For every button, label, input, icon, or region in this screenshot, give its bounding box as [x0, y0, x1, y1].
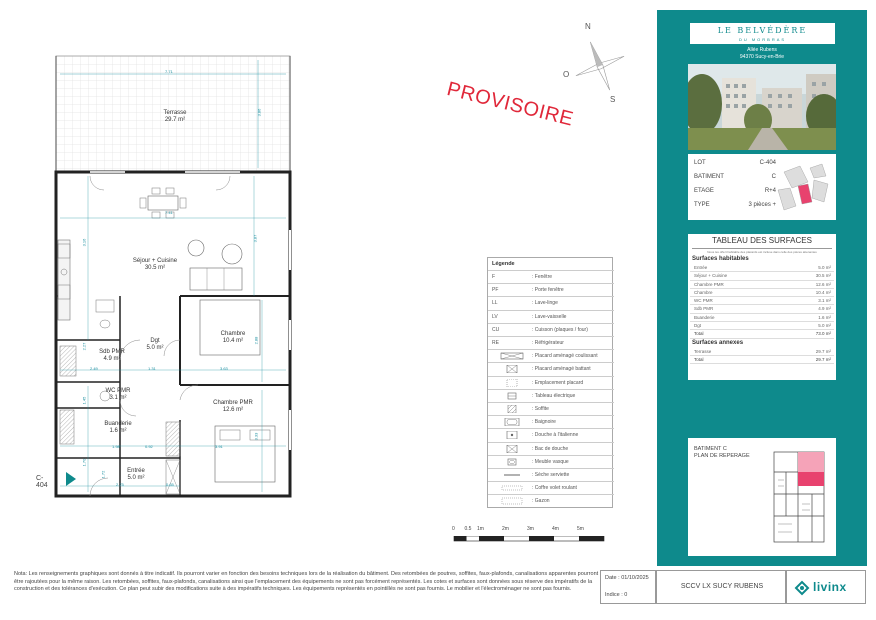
surface-value: 1.6 m² [818, 314, 831, 320]
lot-info-value: 3 pièces + [748, 202, 776, 208]
room-name: WC PMR [105, 388, 131, 394]
livinx-logo-icon [794, 580, 810, 596]
room-name: Chambre [220, 331, 246, 337]
legend-desc: : Porte fenêtre [532, 287, 564, 294]
legend-symbol-icon [500, 445, 524, 453]
room-area: 29.7 m² [164, 117, 186, 123]
legend-row [488, 336, 614, 348]
surface-value: 73.0 m² [815, 331, 831, 337]
building-locator-image [774, 162, 834, 216]
surface-name: Entrée [694, 265, 708, 270]
legend-desc: : Baignoire [532, 419, 556, 426]
surface-value: 5.0 m² [818, 323, 831, 329]
legend-desc: : Tableau électrique [532, 392, 576, 399]
legend-desc: : Réfrigérateur [532, 340, 564, 346]
footer-company-box [656, 570, 786, 604]
surface-row [690, 281, 834, 289]
legend-desc: : Lave-vaisselle [532, 313, 567, 320]
surface-row [690, 356, 834, 364]
room-area: 30.5 m² [144, 265, 166, 271]
legend-row [488, 310, 614, 322]
legend-desc: : Soffite [532, 406, 549, 412]
lot-info-label: ETAGE [694, 188, 714, 194]
surface-row [690, 314, 834, 322]
surface-row [690, 272, 834, 280]
room-area: 5.0 m² [127, 475, 145, 481]
dimension-label: 1.31 [148, 366, 156, 371]
surface-value: 29.7 m² [815, 356, 831, 362]
dimension-label: 3.16 [81, 238, 87, 247]
room-sejour [130, 258, 180, 272]
lot-info-value: C [771, 174, 776, 180]
brand-title: LE BELVÉDÈRE [717, 26, 808, 35]
room-chambre-pmr [206, 400, 260, 414]
dimension-label: 7.71 [165, 69, 173, 74]
room-area: 4.9 m² [103, 356, 121, 362]
surface-row [690, 289, 834, 297]
surface-row [690, 305, 834, 313]
surface-name: WC PMR [694, 298, 713, 304]
legend-row [488, 455, 614, 467]
lot-info-label: TYPE [694, 202, 710, 208]
surface-name: Chambre PMR [694, 281, 724, 287]
room-area: 10.4 m² [222, 338, 244, 344]
legend-desc: : Lave-linge [532, 300, 558, 307]
room-wc [94, 388, 142, 402]
scale-bar [452, 526, 610, 546]
scale-tick-label: 4m [552, 526, 559, 532]
legend-symbol-icon [500, 471, 524, 479]
room-dgt [138, 338, 172, 352]
scale-tick-label: 2m [502, 526, 509, 532]
legend-row [488, 362, 614, 374]
habitable-title: Surfaces habitables [692, 256, 749, 262]
reperage-line1: BATIMENT C [694, 446, 727, 452]
surfaces-note: Nous les offert habitable des placards est incluse dans celle des pièces attenantes [707, 250, 817, 254]
surface-name: Total [694, 331, 704, 337]
legend-title: Légende [492, 261, 515, 267]
surface-name: Total [694, 356, 704, 362]
legend-desc: : Placard aménagé battant [532, 366, 591, 373]
pointer-arrow-icon [66, 472, 78, 486]
legend-row [488, 323, 614, 335]
surface-row [690, 330, 834, 338]
dimension-label: 3.33 [253, 432, 259, 441]
reperage-line2: PLAN DE REPERAGE [694, 453, 750, 459]
compass-rose-icon [560, 22, 640, 108]
surface-row [690, 322, 834, 330]
surface-name: Séjour + Cuisine [694, 273, 728, 279]
legend-symbol-icon [500, 484, 524, 492]
surface-name: Sdb PMR [694, 306, 714, 312]
dimension-label: 1.98 [112, 444, 120, 449]
legend-symbol-icon [500, 405, 524, 413]
legend-symbol-icon [500, 379, 524, 387]
dimension-label: 1.72 [100, 470, 106, 479]
room-area: 3.1 m² [109, 395, 127, 401]
dimension-label: 0.65 [166, 482, 174, 487]
legend-abbr: LV [492, 313, 498, 320]
room-area: 12.6 m² [222, 407, 244, 413]
legend-row [488, 428, 614, 440]
room-area: 5.0 m² [146, 345, 164, 351]
legend-row [488, 468, 614, 480]
surface-name: Chambre [694, 289, 713, 295]
surface-row [690, 348, 834, 356]
surfaces-panel [688, 234, 836, 380]
legend-abbr: CU [492, 326, 500, 333]
livinx-logo: livinx [813, 580, 847, 594]
address-line1: Allée Rubens [747, 47, 777, 53]
room-area: 1.6 m² [109, 428, 127, 434]
legend-symbol-icon [500, 352, 524, 360]
legend-row [488, 402, 614, 414]
surface-value: 4.9 m² [818, 306, 831, 312]
legend-row [488, 270, 614, 282]
legend-desc: : Meuble vasque [532, 458, 569, 465]
footer-date: Date : 01/10/2025 [605, 575, 649, 581]
building-photo [688, 64, 836, 150]
surface-name: Terrasse [694, 348, 712, 354]
compass-n: N [585, 22, 591, 31]
compass-s: S [610, 95, 616, 104]
legend-row [488, 415, 614, 427]
legend-desc: : Bac de douche [532, 445, 569, 452]
lot-info-label: BATIMENT [694, 174, 724, 180]
sidebar [657, 10, 867, 566]
legend-symbol-icon [500, 431, 524, 439]
footer-note: Nota: Les renseignements graphiques sont donnés à titre indicatif. Ils pourront varier en fonction des besoins techniques lors de la réalisation du bâtiment. Des retombées de poutres, soffites, faux-plafonds, canalisations apparentes pourront être rajoutées pour la même raison. Les retombées, soffites, faux-plafonds, canalisations ainsi que l'emplacement des équipements ne sont pas forcément représentés. Les cotes et surfaces sont données sous réserve des impératifs de la construction et des tolérances d'exécution. Ce plan peut subir des modifications suite à des impératifs techniques. Les équipements représentés en pointillés ne sont pas fournis. Le mobilier et l'électroménager ne sont pas fournis. [14, 571, 599, 592]
legend-desc: : Fenêtre [532, 274, 553, 280]
legend [487, 257, 613, 508]
scale-tick-label: 1m [477, 526, 484, 532]
room-name: Dgt [150, 338, 160, 344]
room-name: Chambre PMR [213, 400, 253, 406]
dimension-label: 2.49 [90, 366, 98, 371]
dimension-label: 3.91 [215, 444, 223, 449]
surface-name: Buanderie [694, 314, 715, 320]
dimension-label: 3.87 [252, 234, 258, 243]
legend-abbr: RE [492, 340, 499, 346]
dimension-label: 0.92 [145, 444, 153, 449]
legend-desc: : Gazon [532, 498, 550, 505]
address-line2: 94370 Sucy-en-Brie [739, 54, 785, 60]
legend-row [488, 283, 614, 295]
legend-desc: : Douche à l'italienne [532, 432, 579, 439]
legend-symbol-icon [500, 497, 524, 505]
legend-desc: : Placard aménagé coulissant [532, 353, 598, 360]
compass-o: O [563, 70, 570, 79]
legend-abbr: PF [492, 287, 499, 294]
footer-company: SCCV LX SUCY RUBENS [680, 583, 764, 590]
scale-tick-label: 0.5 [464, 526, 472, 532]
legend-abbr: F [492, 274, 496, 280]
legend-desc: : Cuisson (plaques / four) [532, 326, 588, 333]
legend-row [488, 442, 614, 454]
footer-logo-box [786, 570, 866, 604]
lot-info-panel [688, 154, 836, 220]
room-entree [114, 468, 158, 482]
brand-logo [689, 22, 836, 45]
legend-symbol-icon [500, 392, 524, 400]
legend-symbol-icon [500, 418, 524, 426]
scale-bar-graphic [452, 536, 610, 542]
legend-desc: : Sèche serviette [532, 472, 570, 478]
legend-row [488, 389, 614, 401]
dimension-label: 2.27 [81, 342, 87, 351]
dimension-label: 3.63 [220, 366, 228, 371]
legend-desc: : Coffre volet roulant [532, 485, 577, 492]
legend-desc: : Emplacement placard [532, 379, 584, 386]
room-terrasse [150, 110, 200, 124]
scale-tick-label: 0 [452, 526, 455, 532]
lot-info-label: LOT [694, 160, 706, 166]
lot-info-value: C-404 [759, 160, 776, 166]
reperage-panel [688, 438, 836, 556]
surface-value: 12.6 m² [815, 281, 831, 287]
surface-row [690, 297, 834, 305]
dimension-label: 2.88 [253, 336, 259, 345]
scale-tick-label: 5m [577, 526, 584, 532]
legend-symbol-icon [500, 365, 524, 373]
dimension-label: 1.70 [81, 458, 87, 467]
footer-index: Indice : 0 [605, 592, 628, 598]
dimension-label: 7.41 [165, 210, 173, 215]
room-name: Buanderie [104, 421, 132, 427]
legend-row [488, 296, 614, 308]
room-name: Entrée [127, 468, 145, 474]
legend-symbol-icon [500, 458, 524, 466]
dimension-label: 3.86 [256, 108, 262, 117]
room-name: Terrasse [163, 110, 187, 116]
reperage-plan-image [772, 450, 826, 546]
surface-value: 10.4 m² [815, 289, 831, 295]
brand-subtitle: DU MORBRAS [738, 37, 787, 42]
room-sdb [88, 349, 136, 363]
surface-value: 3.1 m² [818, 298, 831, 304]
legend-abbr: LL [492, 300, 498, 307]
room-buanderie [94, 421, 142, 435]
surface-value: 5.0 m² [818, 265, 831, 270]
lot-pointer-label: C-404 [36, 475, 48, 489]
compass [560, 22, 640, 108]
dimension-label: 2.75 [116, 482, 124, 487]
legend-row [488, 481, 614, 493]
surfaces-title: TABLEAU DES SURFACES [692, 234, 832, 249]
surface-row [690, 264, 834, 272]
scale-tick-label: 3m [527, 526, 534, 532]
legend-row [488, 494, 614, 506]
surface-value: 29.7 m² [815, 348, 831, 354]
legend-row [488, 349, 614, 361]
building-photo-image [688, 64, 836, 150]
room-name: Séjour + Cuisine [132, 258, 178, 264]
annexes-title: Surfaces annexes [692, 339, 744, 346]
room-chambre [208, 331, 258, 345]
footer-date-box [600, 570, 656, 604]
surface-value: 30.5 m² [815, 273, 831, 279]
provisoire-stamp: PROVISOIRE [444, 78, 576, 131]
legend-row [488, 376, 614, 388]
room-name: Sdb PMR [99, 349, 125, 355]
lot-info-value: R+4 [764, 188, 776, 194]
surface-name: Dgt [694, 323, 702, 329]
dimension-label: 1.45 [81, 396, 87, 405]
